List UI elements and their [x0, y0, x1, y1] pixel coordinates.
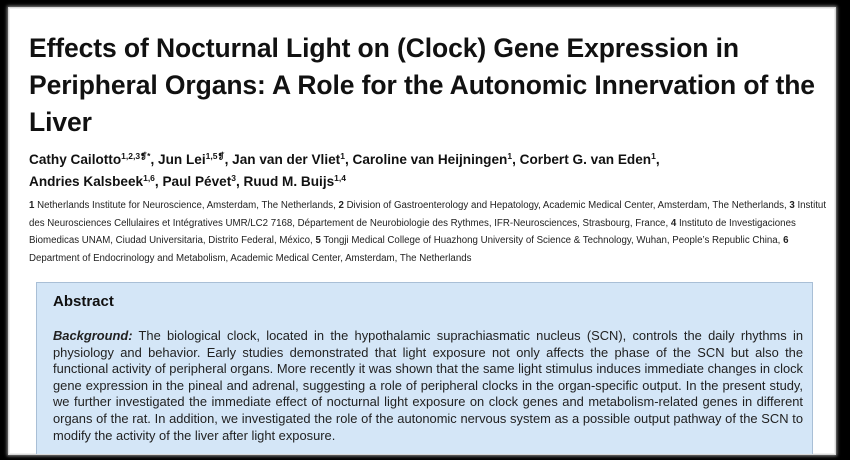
author-affiliation-marker: 1	[651, 151, 656, 161]
affiliation	[315, 235, 780, 246]
author-affiliation-marker: 1,2,3❡*	[121, 151, 151, 161]
affiliation	[338, 200, 786, 211]
affiliation-number: 6	[783, 235, 789, 246]
author-name: Paul Pévet	[162, 174, 232, 189]
paper-title: Effects of Nocturnal Light on (Clock) Gene Expression in Peripheral Organs: A Role for the Autonomic Innervation of the Liver	[29, 33, 815, 137]
author	[353, 152, 520, 167]
author	[158, 152, 232, 167]
author-separator: ,	[154, 174, 163, 189]
author-separator: ,	[150, 152, 159, 167]
author	[520, 152, 660, 167]
author-list	[29, 149, 829, 193]
affiliation-number: 2	[338, 200, 344, 211]
author-separator: ,	[512, 152, 520, 167]
author-separator: ,	[235, 174, 244, 189]
affiliation	[29, 200, 336, 211]
affiliation-text: Institut des Neurosciences Cellulaires et Intégratives UMR/LC2 7168, Département de Neurobiologie des Rythmes, IFR-Neurosciences, Strasbourg, France,	[29, 200, 827, 229]
author-affiliation-marker: 1,4	[334, 173, 346, 183]
affiliation-text: Tongji Medical College of Huazhong University of Science & Technology, Wuhan, People’s Republic China,	[323, 235, 781, 246]
abstract-box	[36, 282, 813, 455]
affiliation-number: 4	[670, 217, 677, 229]
author-affiliation-marker: 3	[231, 173, 236, 183]
author	[232, 152, 352, 167]
author-separator: ,	[224, 152, 233, 167]
affiliation-text: Division of Gastroenterology and Hepatology, Academic Medical Center, Amsterdam, The Netherlands,	[346, 200, 787, 211]
affiliation-number: 5	[315, 235, 321, 246]
affiliation-text: Department of Endocrinology and Metabolism, Academic Medical Center, Amsterdam, The Netherlands	[29, 252, 472, 264]
author	[162, 174, 243, 189]
author-separator: ,	[655, 152, 660, 167]
author-affiliation-marker: 1	[507, 151, 513, 161]
affiliation-text: Instituto de Investigaciones Biomedicas UNAM, Ciudad Universitaria, Distrito Federal, México,	[29, 217, 796, 246]
author-affiliation-marker: 1,5❡	[205, 151, 225, 161]
author-affiliation-marker: 1,6	[143, 173, 155, 183]
author-affiliation-marker: 1	[340, 151, 345, 161]
author-name: Caroline van Heijningen	[352, 152, 508, 167]
author	[244, 174, 346, 189]
author	[29, 152, 158, 167]
author-name: Ruud M. Buijs	[243, 174, 335, 189]
abstract-lead: Background:	[53, 328, 133, 343]
author-separator: ,	[344, 152, 353, 167]
abstract-text: The biological clock, located in the hypothalamic suprachiasmatic nucleus (SCN), controls the daily rhythms in physiology and behavior. Early studies demonstrated that light exposure not only affects the phase of the SCN but also the functional activity of peripheral organs. More recently it was shown that the same light stimulus induces immediate changes in clock gene expression in the pineal and adrenal, suggesting a role of peripheral clocks in the organ-specific output. In the present study, we further investigated the immediate effect of nocturnal light exposure on clock genes and metabolism-related genes in different organs of the rat. In addition, we investigated the role of the autonomic nervous system as a possible output pathway of the SCN to modify the activity of the liver after light exposure.	[53, 328, 803, 443]
author-name: Corbert G. van Eden	[519, 152, 652, 167]
author-name: Cathy Cailotto	[29, 152, 122, 167]
paper-page	[8, 7, 836, 455]
author	[29, 174, 162, 189]
author-name: Andries Kalsbeek	[29, 174, 144, 189]
abstract-heading: Abstract	[53, 293, 114, 310]
affiliations	[29, 197, 829, 267]
affiliation-number: 1	[29, 200, 35, 211]
affiliation-number: 3	[789, 200, 795, 211]
abstract-body	[53, 328, 803, 444]
author-name: Jan van der Vliet	[232, 152, 341, 167]
affiliation-text: Netherlands Institute for Neuroscience, Amsterdam, The Netherlands,	[37, 200, 336, 211]
author-name: Jun Lei	[158, 152, 206, 167]
